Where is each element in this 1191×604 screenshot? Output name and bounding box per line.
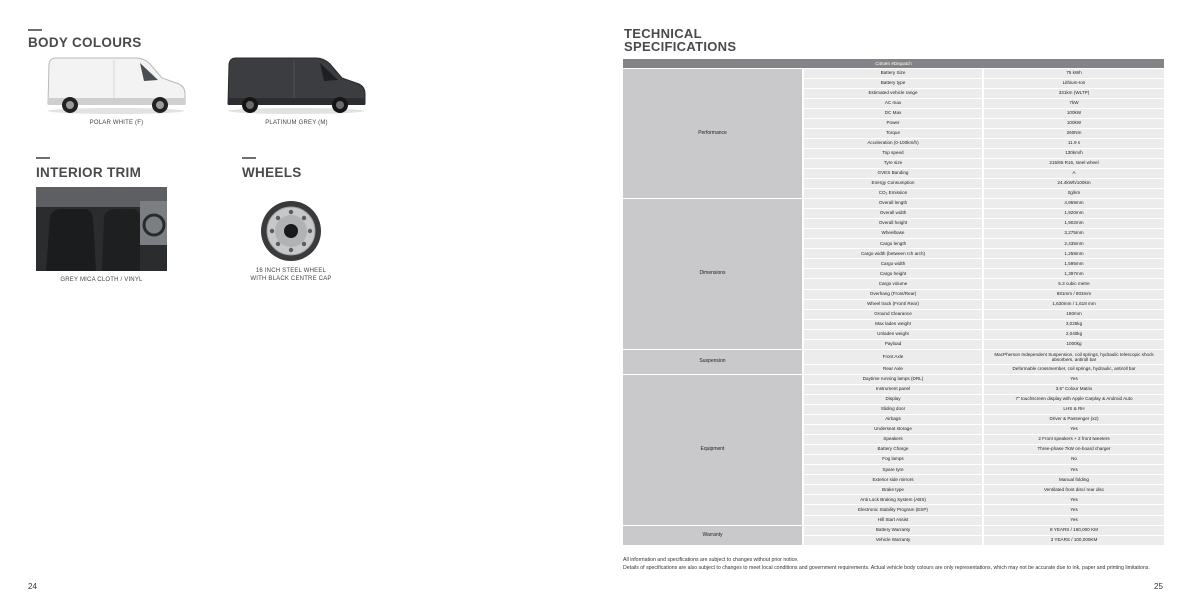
spec-row: [623, 374, 1164, 384]
spec-key: Cargo height: [803, 269, 983, 279]
spec-value: Yes: [983, 495, 1164, 505]
spec-key: Overhang (Front/Rear): [803, 289, 983, 299]
spec-key: DC Max: [803, 108, 983, 118]
spec-category-performance: Performance: [623, 68, 803, 199]
body-colours-accent: [28, 29, 42, 31]
spec-key: Ground Clearance: [803, 309, 983, 319]
spec-key: Tyre size: [803, 158, 983, 168]
spec-key: Acceleration (0-100km/h): [803, 138, 983, 148]
spec-key: Overall width: [803, 209, 983, 219]
spec-value: Yes: [983, 465, 1164, 475]
spec-value: Three-phase 7kW on-board charger: [983, 445, 1164, 455]
spec-key: Hill Start Assist: [803, 515, 983, 525]
spec-key: Overall height: [803, 219, 983, 229]
footnote-line2: Details of specifications are also subject to changes to meet local conditions and government requirements. Actual vehicle body colours are only representations, which may not be accurate due to ink, paper and printing limitations.: [623, 565, 1150, 572]
spec-value: 1,920mm: [983, 209, 1164, 219]
tech-spec-title-line1: TECHNICAL: [624, 26, 702, 41]
spec-key: Display: [803, 394, 983, 404]
spec-value: 100kW: [983, 118, 1164, 128]
spec-value: 215/65 R16, steel wheel: [983, 158, 1164, 168]
spec-value: 3.5" Colour Matrix: [983, 384, 1164, 394]
spec-value: 1,397mm: [983, 269, 1164, 279]
spec-key: Power: [803, 118, 983, 128]
spec-key: Energy Consumption: [803, 179, 983, 189]
spec-key: Rear Axle: [803, 364, 983, 374]
spec-value: 3 YEARS / 100,000KM: [983, 535, 1164, 545]
polar-white-caption: POLAR WHITE (F): [89, 120, 144, 126]
spec-category-equipment: Equipment: [623, 374, 803, 525]
footnote: [623, 556, 1168, 572]
spec-key: Instrument panel: [803, 384, 983, 394]
spec-value: 1,595mm: [983, 259, 1164, 269]
spec-value: 881mm / 803mm: [983, 289, 1164, 299]
wheel-caption-line2: WITH BLACK CENTRE CAP: [250, 276, 332, 283]
spec-value: 260Nm: [983, 128, 1164, 138]
spec-key: Airbags: [803, 415, 983, 425]
wheels-accent: [242, 157, 256, 159]
spec-key: Sliding door: [803, 405, 983, 415]
spec-row: [623, 68, 1164, 78]
spec-key: Exterior side mirrors: [803, 475, 983, 485]
spec-value: 24.4kWh/100km: [983, 179, 1164, 189]
spec-key: Speakers: [803, 435, 983, 445]
interior-trim-title: INTERIOR TRIM: [36, 165, 142, 180]
body-colours-title: BODY COLOURS: [28, 35, 142, 50]
spec-value: 1,630mm / 1,618 mm: [983, 299, 1164, 309]
spec-key: Front Axle: [803, 349, 983, 364]
spec-key: CO₂ Emission: [803, 189, 983, 199]
spec-table-header: Citroën ëDispatch: [623, 59, 1164, 68]
spec-key: Cargo length: [803, 239, 983, 249]
spec-value: Yes: [983, 425, 1164, 435]
right-page: [596, 0, 1191, 604]
spec-value: 2 Front speakers + 2 front tweeters: [983, 435, 1164, 445]
spec-value: 11.9 s: [983, 138, 1164, 148]
spec-value: Lithium-Ion: [983, 78, 1164, 88]
page-number-right: 25: [1154, 582, 1163, 591]
spec-key: Brake type: [803, 485, 983, 495]
spec-value: 0g/km: [983, 189, 1164, 199]
spec-value: Yes: [983, 374, 1164, 384]
spec-value: 1,258mm: [983, 249, 1164, 259]
spec-row: [623, 199, 1164, 209]
spec-value: LHS & RH: [983, 405, 1164, 415]
spec-value: A: [983, 168, 1164, 178]
footnote-line1: All information and specifications are subject to changes without prior notice.: [623, 557, 799, 563]
spec-key: Estimated vehicle range: [803, 88, 983, 98]
spec-key: Spare tyre: [803, 465, 983, 475]
spec-category-suspension: Suspension: [623, 349, 803, 374]
spec-key: Battery Charge: [803, 445, 983, 455]
spec-key: Electronic Stability Program (ESP): [803, 505, 983, 515]
tech-spec-title-line2: SPECIFICATIONS: [624, 39, 737, 55]
spec-key: Max laden weight: [803, 319, 983, 329]
spec-value: 4,959mm: [983, 199, 1164, 209]
left-page: [0, 0, 595, 604]
interior-trim-image: [36, 187, 167, 271]
interior-trim-caption: GREY MICA CLOTH / VINYL: [60, 277, 143, 283]
spec-key: Daytime running lamps (DRL): [803, 374, 983, 384]
wheels-title: WHEELS: [242, 165, 302, 180]
spec-key: Payload: [803, 339, 983, 349]
spec-value: 3,025kg: [983, 319, 1164, 329]
spec-key: Unladen weight: [803, 329, 983, 339]
spec-value: 1,902mm: [983, 219, 1164, 229]
spec-category-dimensions: Dimensions: [623, 199, 803, 350]
spec-value: 130km/h: [983, 148, 1164, 158]
spec-value: MacPherson Independent Suspension, coil springs, hydraulic telescopic shock absorbers, antiroll bar: [983, 349, 1164, 364]
spec-value: Yes: [983, 515, 1164, 525]
steel-wheel-image: [260, 200, 322, 262]
spec-key: Torque: [803, 128, 983, 138]
van-platinum-grey-image: [224, 54, 369, 116]
spec-category-warranty: Warranty: [623, 525, 803, 545]
spec-key: Vehicle Warranty: [803, 535, 983, 545]
spec-key: Underseat storage: [803, 425, 983, 435]
spec-key: Wheelbase: [803, 229, 983, 239]
spec-key: Top speed: [803, 148, 983, 158]
spec-table-body: [623, 68, 1164, 545]
spec-key: Overall length: [803, 199, 983, 209]
wheel-caption: [236, 267, 346, 283]
interior-trim-accent: [36, 157, 50, 159]
spec-row: [623, 349, 1164, 364]
spec-table-header-row: [623, 59, 1164, 68]
spec-key: Wheel track (Front/ Rear): [803, 299, 983, 309]
van-polar-white-image: [44, 54, 189, 116]
spec-value: Deformable crossmember, coil springs, hydraulic, antiroll bar: [983, 364, 1164, 374]
spec-key: Battery Warranty: [803, 525, 983, 535]
spec-value: 2,435mm: [983, 239, 1164, 249]
spec-value: 75 kWh: [983, 68, 1164, 78]
spec-value: No: [983, 455, 1164, 465]
spec-value: 100kW: [983, 108, 1164, 118]
spec-value: 2,040kg: [983, 329, 1164, 339]
spec-value: Manual folding: [983, 475, 1164, 485]
spec-value: 180mm: [983, 309, 1164, 319]
tech-spec-title: [624, 27, 736, 54]
spec-key: GVES Banding: [803, 168, 983, 178]
spec-table: [623, 59, 1164, 545]
spec-value: Driver & Passenger (x2): [983, 415, 1164, 425]
spec-key: Battery type: [803, 78, 983, 88]
spec-value: 3,275mm: [983, 229, 1164, 239]
spec-value: 8 YEARS / 160,000 KM: [983, 525, 1164, 535]
spec-key: Cargo width: [803, 259, 983, 269]
spec-key: AC max: [803, 98, 983, 108]
spec-value: 5.3 cubic metre: [983, 279, 1164, 289]
spec-key: Fog lamps: [803, 455, 983, 465]
spec-key: Cargo width (between rch arch): [803, 249, 983, 259]
spec-row: [623, 525, 1164, 535]
spec-value: Yes: [983, 505, 1164, 515]
spec-value: 7" touchscreen display with Apple Carplay & Android Auto: [983, 394, 1164, 404]
spec-value: 1000kg: [983, 339, 1164, 349]
spec-value: 331km (WLTP): [983, 88, 1164, 98]
wheel-caption-line1: 16 INCH STEEL WHEEL: [255, 268, 327, 274]
page-number-left: 24: [28, 582, 37, 591]
platinum-grey-caption: PLATINUM GREY (M): [265, 120, 328, 126]
spec-key: Anti Lock Braking System (ABS): [803, 495, 983, 505]
spec-value: Ventilated front disc/ rear disc: [983, 485, 1164, 495]
spec-key: Cargo volume: [803, 279, 983, 289]
spec-value: 7kW: [983, 98, 1164, 108]
spec-key: Battery Size: [803, 68, 983, 78]
